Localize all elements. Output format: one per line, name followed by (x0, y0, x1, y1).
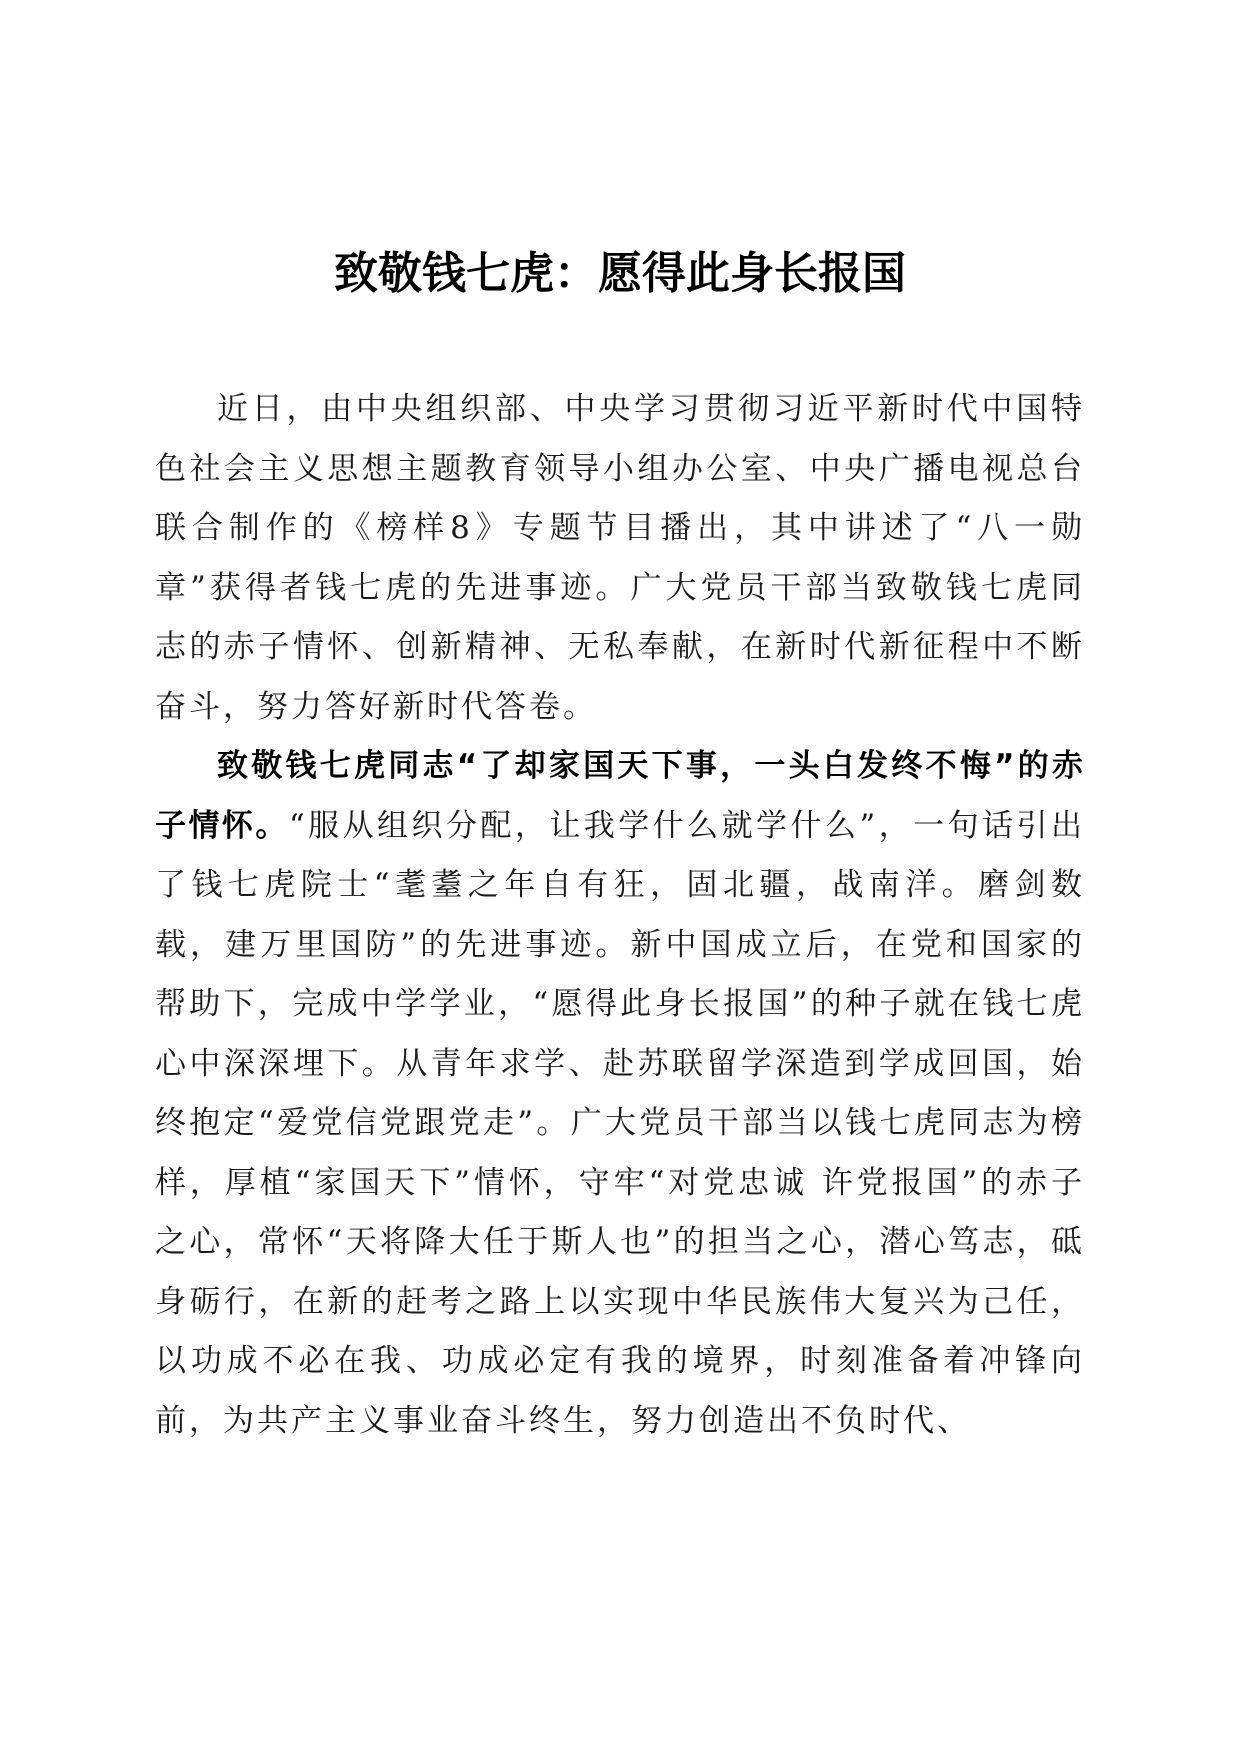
paragraph-tribute-text: “服从组织分配，让我学什么就学什么”，一句话引出了钱七虎院士“耄耋之年自有狂，固北疆，战南洋。磨剑数载，建万里国防”的先进事迹。新中国成立后，在党和国家的帮助下，完成中学学业，“愿得此身长报国”的种子就在钱七虎心中深深埋下。从青年求学、赴苏联留学深造到学成回国，始终抱定“爱党信党跟党走”。广大党员干部当以钱七虎同志为榜样，厚植“家国天下”情怀，守牢“对党忠诚 许党报国”的赤子之心，常怀“天将降大任于斯人也”的担当之心，潜心笃志，砥身砺行，在新的赶考之路上以实现中华民族伟大复兴为己任，以功成不必在我、功成必定有我的境界，时刻准备着冲锋向前，为共产主义事业奋斗终生，努力创造出不负时代、 (155, 807, 1085, 1439)
paragraph-intro (155, 380, 1085, 737)
page-title: 致敬钱七虎：愿得此身长报国 (334, 248, 906, 299)
paragraph-intro-text: 近日，由中央组织部、中央学习贯彻习近平新时代中国特色社会主义思想主题教育领导小组办公室、中央广播电视总台联合制作的《榜样8》专题节目播出，其中讲述了“八一勋章”获得者钱七虎的先进事迹。广大党员干部当致敬钱七虎同志的赤子情怀、创新精神、无私奉献，在新时代新征程中不断奋斗，努力答好新时代答卷。 (155, 391, 1085, 725)
paragraph-tribute-heading: 致敬钱七虎同志“了却家国天下事，一头白发终不悔”的赤子情怀。 (155, 748, 1085, 844)
article-body (155, 380, 1085, 1451)
paragraph-tribute (155, 737, 1085, 1451)
